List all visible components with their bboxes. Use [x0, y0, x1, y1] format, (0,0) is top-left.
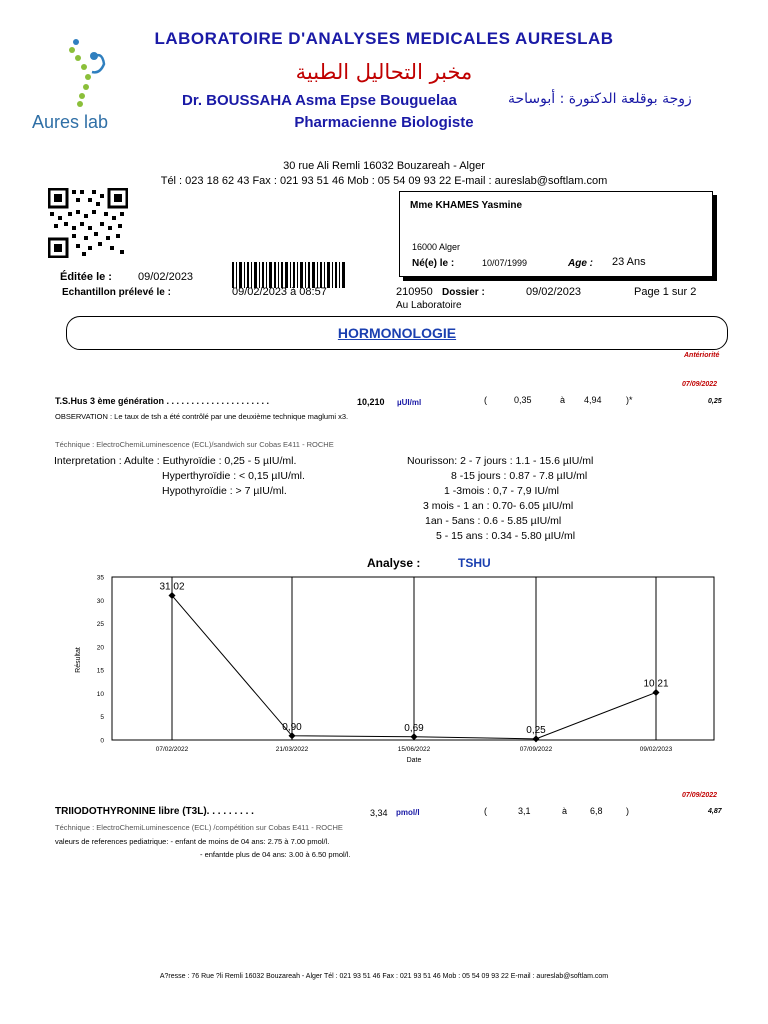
chart-data-label: 10,21: [643, 678, 669, 690]
chart-ytick-label: 30: [96, 597, 104, 605]
lab-title: LABORATOIRE D'ANALYSES MEDICALES AURESLAB: [154, 29, 614, 48]
t3-ref-open: (: [484, 806, 487, 816]
t3-prev-value: 4,87: [708, 808, 722, 815]
footer: A?resse : 76 Rue ?li Remli 16032 Bouzareah - Alger Tél : 021 93 51 46 Fax : 021 93 51 46 Mob : 05 54 09 93 22 E-mail : aureslab@softlam.com: [159, 973, 609, 980]
sample-location: Au Laboratoire: [396, 300, 462, 311]
interp-right-6: 5 - 15 ans : 0.34 - 5.80 µIU/ml: [436, 530, 576, 542]
tsh-technique: Téchnique : ElectroChemiLuminescence (ECL)/sandwich sur Cobas E411 - ROCHE: [55, 440, 334, 449]
chart-data-label: 0,25: [526, 724, 546, 736]
patient-dob: 10/07/1999: [482, 258, 528, 268]
tsh-chart: [0, 568, 768, 768]
chart-xtick-label: 09/02/2023: [639, 746, 673, 753]
chart-title-label: Analyse :: [367, 556, 421, 570]
t3-ref-close: ): [626, 806, 629, 816]
tsh-unit: µUI/ml: [397, 398, 422, 407]
tsh-ref-open: (: [484, 395, 487, 405]
tsh-ref-close: )*: [626, 395, 633, 405]
chart-ytick-label: 10: [96, 690, 104, 698]
chart-xtick-label: 21/03/2022: [275, 746, 309, 753]
t3-ref-a: à: [562, 806, 568, 816]
t3-ref-low: 3,1: [518, 806, 531, 816]
chart-data-label: 0,90: [282, 721, 302, 733]
chart-ytick-label: 20: [96, 644, 104, 652]
page-number: Page 1 sur 2: [634, 286, 697, 298]
interp-left-3: Hypothyroïdie : > 7 µIU/ml.: [162, 485, 287, 497]
interp-right-5: 1an - 5ans : 0.6 - 5.85 µIU/ml: [425, 515, 562, 527]
patient-name: Mme KHAMES Yasmine: [410, 200, 523, 211]
chart-title-value: TSHU: [458, 556, 491, 570]
interp-right-3: 1 -3mois : 0,7 - 7,9 IU/ml: [444, 485, 559, 497]
tsh-value: 10,210: [357, 397, 385, 407]
t3-value: 3,34: [370, 808, 388, 818]
qr-code: [48, 188, 128, 258]
chart-ylabel: Résultat: [75, 647, 82, 673]
chart-xtick-label: 15/06/2022: [397, 746, 431, 753]
lab-address: 30 rue Ali Remli 16032 Bouzareah - Alger: [283, 160, 485, 172]
doctor-name-arabic: زوجة بوقلعة الدكتورة : أبوساحة: [508, 91, 692, 107]
tsh-ref-a: à: [560, 395, 566, 405]
doctor-name: Dr. BOUSSAHA Asma Epse Bouguelaa: [182, 92, 457, 109]
sample-label: Echantillon prélevé le :: [62, 287, 171, 298]
barcode: [232, 262, 347, 288]
dossier-label: Dossier :: [442, 287, 485, 298]
tsh-observation: OBSERVATION : Le taux de tsh a été contrôlé par une deuxième technique maglumi x3.: [55, 412, 349, 421]
t3-unit: pmol/l: [396, 808, 420, 817]
lab-title-arabic: مخبر التحاليل الطبية: [295, 60, 473, 84]
t3-prev-date: 07/09/2022: [682, 792, 718, 799]
logo-text: Aures lab: [32, 112, 109, 132]
edited-date: 09/02/2023: [138, 271, 194, 283]
chart-data-label: 31,02: [159, 581, 185, 593]
interp-right-2: 8 -15 jours : 0.87 - 7.8 µIU/ml: [451, 470, 588, 482]
section-header: [66, 316, 728, 350]
patient-box: [399, 191, 713, 277]
sample-date: 09/02/2023 à 08:57: [232, 286, 327, 298]
chart-plot-area: [112, 577, 714, 740]
tsh-ref-high: 4,94: [584, 395, 602, 405]
t3-technique: Téchnique : ElectroChemiLuminescence (ECL) /compétition sur Cobas E411 - ROCHE: [55, 823, 343, 832]
interp-right-4: 3 mois - 1 an : 0.70- 6.05 µIU/ml: [423, 500, 574, 512]
dob-label: Né(e) le :: [412, 258, 455, 269]
patient-age: 23 Ans: [612, 256, 646, 268]
tsh-name: T.S.Hus 3 ème génération . . . . . . . . . . . . . . . . . . . . .: [55, 396, 270, 406]
age-label: Age :: [568, 258, 593, 269]
chart-ytick-label: 15: [96, 667, 104, 675]
chart-ytick-label: 35: [96, 574, 104, 582]
tsh-prev-date: 07/09/2022: [682, 381, 718, 388]
interp-right-1: Nourisson: 2 - 7 jours : 1.1 - 15.6 µIU/ml: [407, 455, 594, 467]
chart-xtick-label: 07/02/2022: [155, 746, 189, 753]
chart-ytick-label: 5: [100, 714, 104, 722]
t3-ref-line1: valeurs de references pediatrique: - enfant de moins de 04 ans: 2.75 à 7.00 pmol/l.: [55, 837, 330, 846]
chart-ytick-label: 25: [96, 621, 104, 629]
lab-contact: Tél : 023 18 62 43 Fax : 021 93 51 46 Mob : 05 54 09 93 22 E-mail : aureslab@softlam.com: [160, 175, 608, 187]
chart-xlabel: Date: [406, 757, 422, 764]
t3-name: TRIIODOTHYRONINE libre (T3L). . . . . . . . .: [55, 806, 254, 817]
t3-ref-high: 6,8: [590, 806, 603, 816]
tsh-ref-low: 0,35: [514, 395, 532, 405]
patient-city: 16000 Alger: [412, 242, 461, 252]
t3-ref-line2: - enfantde plus de 04 ans: 3.00 à 6.50 pmol/l.: [200, 850, 351, 859]
interp-left-2: Hyperthyroïdie : < 0,15 µIU/ml.: [162, 470, 305, 482]
record-id: 210950: [396, 286, 433, 298]
interp-left-1: Interpretation : Adulte : Euthyroïdie : 0,25 - 5 µIU/ml.: [54, 455, 297, 467]
edited-label: Éditée le :: [60, 271, 112, 283]
dossier-date: 09/02/2023: [526, 286, 582, 298]
section-title: HORMONOLOGIE: [337, 325, 457, 341]
chart-data-label: 0,69: [404, 722, 424, 734]
doctor-role: Pharmacienne Biologiste: [294, 114, 474, 131]
chart-ytick-label: 0: [100, 737, 104, 745]
tsh-prev-value: 0,25: [708, 398, 722, 405]
chart-xtick-label: 07/09/2022: [519, 746, 553, 753]
anteriority-label: Antériorité: [684, 352, 720, 359]
